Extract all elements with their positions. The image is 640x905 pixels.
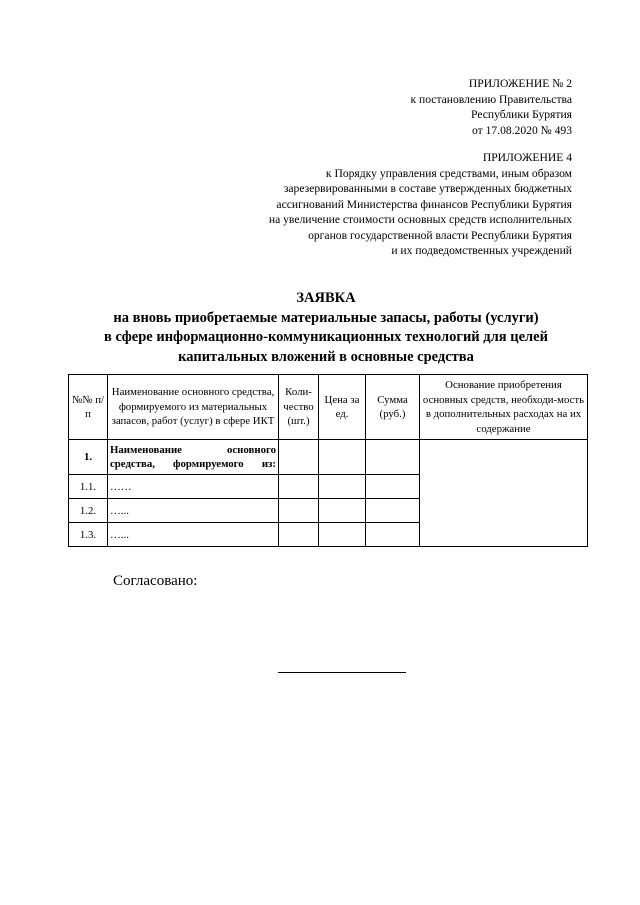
row-name: …... xyxy=(108,499,279,523)
row-qty xyxy=(279,475,319,499)
row-price xyxy=(319,440,366,475)
row-sum xyxy=(366,499,420,523)
appendix-4-line: зарезервированными в составе утвержденных бюджетных xyxy=(283,182,572,195)
row-sum xyxy=(366,440,420,475)
row-num: 1.2. xyxy=(69,499,108,523)
appendix-2-line: к постановлению Правительства xyxy=(410,92,572,106)
row-name: …... xyxy=(108,523,279,547)
table-header-row xyxy=(69,375,588,440)
appendix-2-header xyxy=(410,76,572,138)
header-sum: Сумма (руб.) xyxy=(366,375,420,440)
agreed-label: Согласовано: xyxy=(113,573,198,589)
row-num: 1. xyxy=(69,440,108,475)
header-price: Цена за ед. xyxy=(319,375,366,440)
appendix-4-line: к Порядку управления средствами, иным образом xyxy=(325,166,572,180)
appendix-2-line: Республики Бурятия xyxy=(471,108,572,121)
appendix-4-header xyxy=(269,150,572,259)
header-basis: Основание приобретения основных средств, необходи-мость в дополнительных расходах на их содержание xyxy=(420,375,588,440)
appendix-2-line: от 17.08.2020 № 493 xyxy=(471,123,572,137)
request-table xyxy=(68,374,588,547)
row-name: …… xyxy=(108,475,279,499)
row-basis xyxy=(420,440,588,547)
signature-line xyxy=(278,672,406,673)
appendix-4-line: ПРИЛОЖЕНИЕ 4 xyxy=(482,151,572,164)
title-line: в сфере информационно-коммуникационных технологий для целей xyxy=(104,329,548,345)
title-line: капитальных вложений в основные средства xyxy=(178,348,474,365)
appendix-4-line: на увеличение стоимости основных средств исполнительных xyxy=(268,213,572,226)
row-sum xyxy=(366,475,420,499)
row-qty xyxy=(279,499,319,523)
row-sum xyxy=(366,523,420,547)
title-line: на вновь приобретаемые материальные запасы, работы (услуги) xyxy=(113,309,539,326)
row-qty xyxy=(279,523,319,547)
header-qty: Коли-чество (шт.) xyxy=(279,375,319,440)
table-row xyxy=(69,440,588,475)
row-price xyxy=(319,523,366,547)
row-price xyxy=(319,475,366,499)
title-line: ЗАЯВКА xyxy=(296,290,356,306)
appendix-4-line: и их подведомственных учреждений xyxy=(391,244,572,257)
document-title xyxy=(60,289,592,367)
row-num: 1.3. xyxy=(69,523,108,547)
row-num: 1.1. xyxy=(69,475,108,499)
row-price xyxy=(319,499,366,523)
header-name: Наименование основного средства, формируемого из материальных запасов, работ (услуг) в сфере ИКТ xyxy=(108,375,279,440)
appendix-4-line: органов государственной власти Республики Бурятия xyxy=(308,228,572,242)
row-qty xyxy=(279,440,319,475)
row-name: Наименование основного средства, формируемого из: xyxy=(108,440,279,475)
header-num: №№ п/п xyxy=(69,375,108,440)
appendix-4-line: ассигнований Министерства финансов Республики Бурятия xyxy=(276,197,572,211)
appendix-2-line: ПРИЛОЖЕНИЕ № 2 xyxy=(468,77,572,90)
